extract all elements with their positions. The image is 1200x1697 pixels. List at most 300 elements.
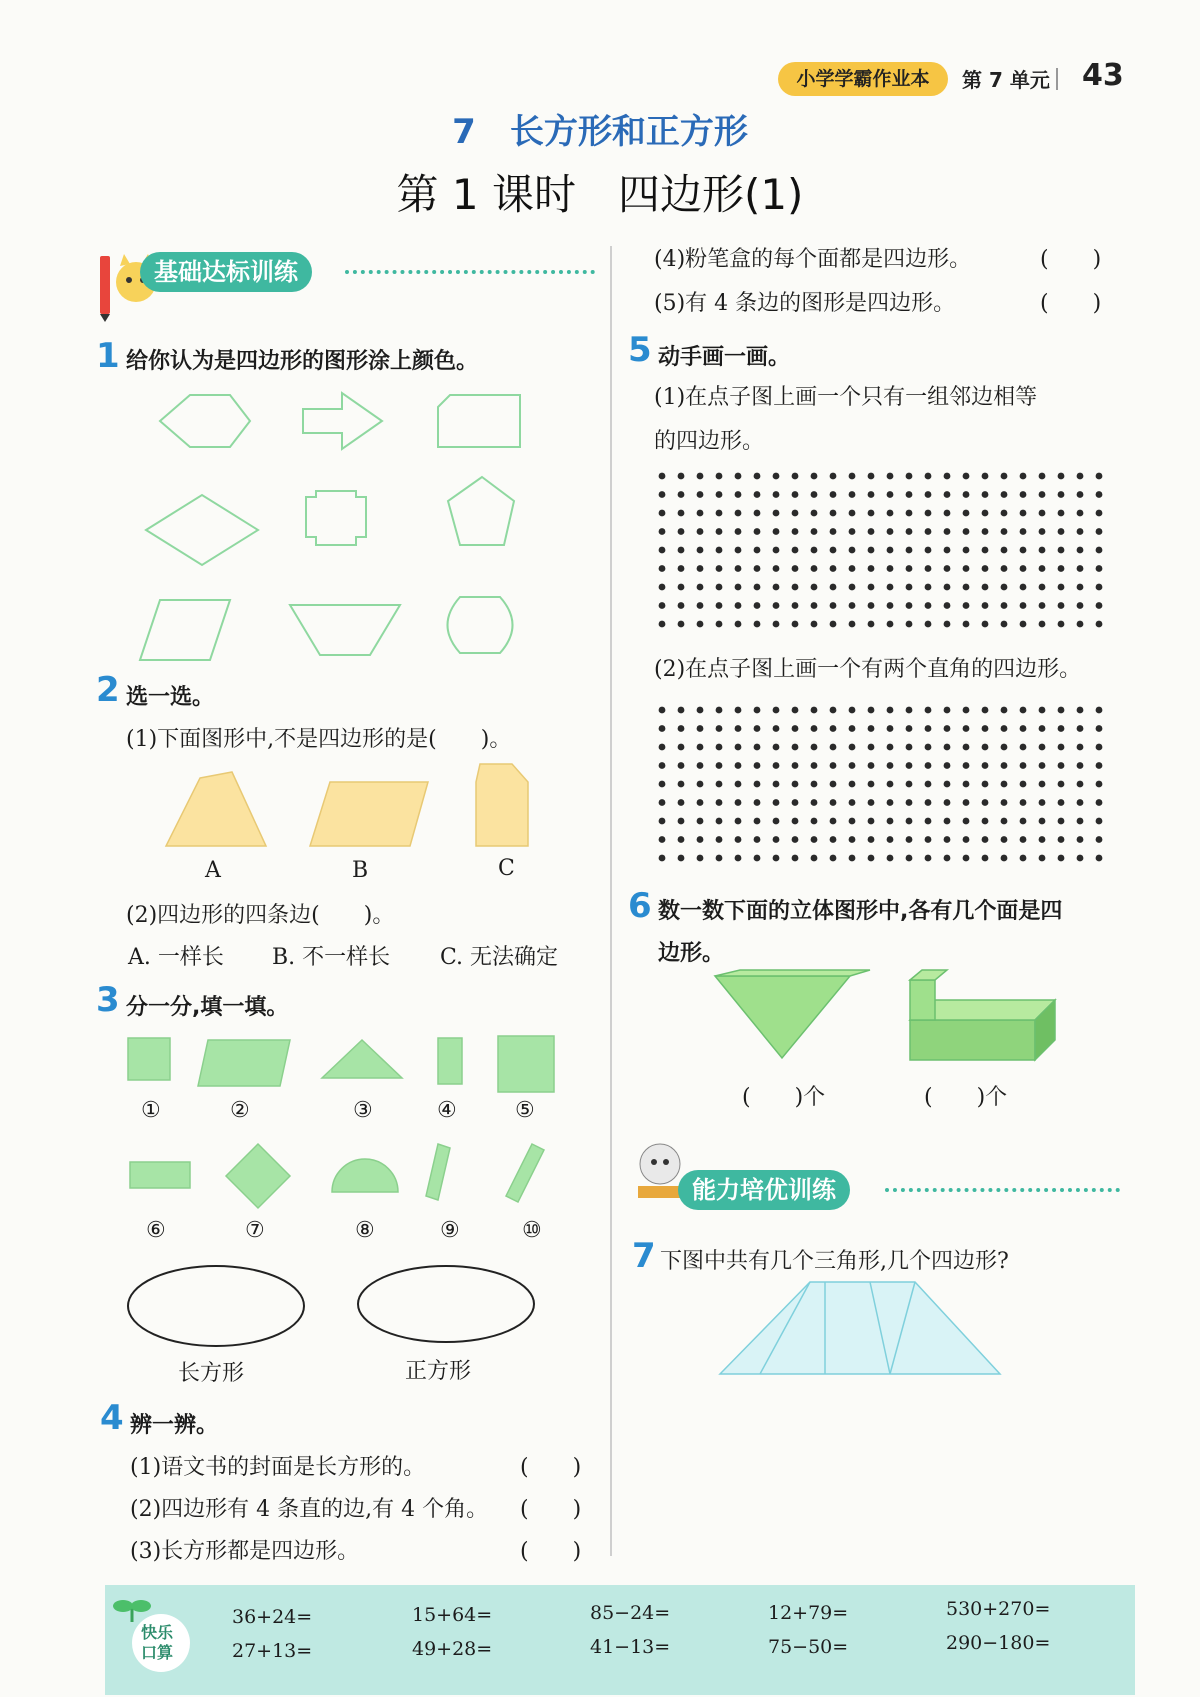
grid-dot (925, 836, 932, 843)
section-banner-basic: 基础达标训练 (140, 252, 312, 292)
grid-dot (1039, 781, 1046, 788)
calc-3-1: 85−24= (590, 1602, 671, 1624)
grid-dot (849, 781, 856, 788)
grid-dot (792, 621, 799, 628)
q1-number: 1 (96, 336, 120, 376)
grid-dot (963, 528, 970, 535)
grid-dot (811, 528, 818, 535)
grid-dot (944, 855, 951, 862)
grid-dot (735, 491, 742, 498)
grid-dot (1039, 762, 1046, 769)
grid-dot (849, 602, 856, 609)
grid-dot (754, 602, 761, 609)
grid-dot (754, 762, 761, 769)
grid-dot (849, 528, 856, 535)
grid-dot (811, 547, 818, 554)
grid-dot (1077, 762, 1084, 769)
grid-dot (811, 510, 818, 517)
grid-dot (1077, 621, 1084, 628)
grid-dot (830, 584, 837, 591)
grid-dot (1058, 584, 1065, 591)
grid-dot (887, 602, 894, 609)
grid-dot (678, 781, 685, 788)
grid-dot (697, 565, 704, 572)
grid-dot (982, 584, 989, 591)
grid-dot (982, 528, 989, 535)
grid-dot (868, 818, 875, 825)
q2-option-b: B. 不一样长 (272, 945, 391, 970)
shape-label-5: ⑤ (515, 1098, 535, 1123)
grid-dot (944, 491, 951, 498)
grid-dot (773, 744, 780, 751)
grid-dot (773, 565, 780, 572)
grid-dot (678, 707, 685, 714)
grid-dot (773, 547, 780, 554)
grid-dot (697, 602, 704, 609)
grid-dot (849, 584, 856, 591)
grid-dot (1058, 491, 1065, 498)
group-label-rectangle: 长方形 (178, 1361, 245, 1386)
grid-dot (982, 510, 989, 517)
rhombus-shape (146, 495, 258, 565)
grid-dot (716, 799, 723, 806)
grid-dot (1096, 744, 1103, 751)
grid-dot (754, 836, 761, 843)
grid-dot (963, 855, 970, 862)
grid-dot (754, 565, 761, 572)
calc-4-2: 75−50= (768, 1636, 849, 1658)
grid-dot (849, 621, 856, 628)
curved-shape (448, 597, 513, 653)
grid-dot (716, 762, 723, 769)
grid-dot (1020, 707, 1027, 714)
q3-sorting-ovals (126, 1262, 546, 1352)
grid-dot (925, 565, 932, 572)
q6-text-line1: 数一数下面的立体图形中,各有几个面是四 (658, 899, 1063, 924)
grid-dot (849, 799, 856, 806)
grid-dot (1001, 818, 1008, 825)
calc-2-2: 49+28= (412, 1638, 493, 1660)
grid-dot (868, 855, 875, 862)
grid-dot (1001, 565, 1008, 572)
grid-dot (1039, 725, 1046, 732)
grid-dot (963, 584, 970, 591)
grid-dot (716, 707, 723, 714)
grid-dot (716, 547, 723, 554)
grid-dot (773, 781, 780, 788)
grid-dot (773, 528, 780, 535)
grid-dot (887, 818, 894, 825)
grid-dot (1096, 762, 1103, 769)
grid-dot (678, 584, 685, 591)
grid-dot (830, 855, 837, 862)
grid-dot (735, 725, 742, 732)
grid-dot (887, 547, 894, 554)
grid-dot (1039, 510, 1046, 517)
lesson-title: 第 1 课时 四边形(1) (396, 170, 804, 219)
grid-dot (868, 584, 875, 591)
grid-dot (1096, 510, 1103, 517)
shape-label-7: ⑦ (245, 1218, 265, 1243)
grid-dot (678, 528, 685, 535)
grid-dot (868, 707, 875, 714)
grid-dot (1039, 818, 1046, 825)
grid-dot (830, 744, 837, 751)
shape-label-a: A (205, 858, 221, 883)
q4-blank-4[interactable]: ( ) (1040, 247, 1102, 272)
grid-dot (925, 491, 932, 498)
grid-dot (811, 491, 818, 498)
grid-dot (982, 818, 989, 825)
grid-dot (735, 855, 742, 862)
grid-dot (697, 762, 704, 769)
grid-dot (925, 584, 932, 591)
grid-dot (1096, 565, 1103, 572)
grid-dot (811, 565, 818, 572)
grid-dot (906, 781, 913, 788)
grid-dot (735, 762, 742, 769)
grid-dot (868, 836, 875, 843)
grid-dot (754, 473, 761, 480)
grid-dot (849, 725, 856, 732)
grid-dot (659, 818, 666, 825)
grid-dot (982, 602, 989, 609)
shape-label-8: ⑧ (355, 1218, 375, 1243)
grid-dot (944, 510, 951, 517)
grid-dot (1058, 547, 1065, 554)
grid-dot (925, 744, 932, 751)
grid-dot (963, 565, 970, 572)
grid-dot (830, 725, 837, 732)
grid-dot (773, 799, 780, 806)
grid-dot (1039, 547, 1046, 554)
q3-title: 分一分,填一填。 (126, 995, 289, 1020)
grid-dot (773, 836, 780, 843)
banner-dotted-line-2 (885, 1188, 1120, 1192)
grid-dot (1039, 491, 1046, 498)
grid-dot (1020, 547, 1027, 554)
grid-dot (906, 855, 913, 862)
grid-dot (659, 547, 666, 554)
grid-dot (925, 855, 932, 862)
grid-dot (887, 799, 894, 806)
grid-dot (697, 799, 704, 806)
grid-dot (1058, 510, 1065, 517)
grid-dot (906, 547, 913, 554)
grid-dot (1077, 491, 1084, 498)
grid-dot (906, 528, 913, 535)
grid-dot (678, 836, 685, 843)
grid-dot (1058, 602, 1065, 609)
grid-dot (678, 621, 685, 628)
grid-dot (830, 707, 837, 714)
grid-dot (1096, 584, 1103, 591)
grid-dot (1096, 547, 1103, 554)
q3-shapes-row1 (120, 1030, 560, 1100)
grid-dot (792, 855, 799, 862)
grid-dot (792, 744, 799, 751)
shape-label-1: ① (141, 1098, 161, 1123)
grid-dot (906, 836, 913, 843)
grid-dot (773, 473, 780, 480)
grid-dot (773, 491, 780, 498)
grid-dot (906, 565, 913, 572)
grid-dot (963, 781, 970, 788)
grid-dot (811, 584, 818, 591)
grid-dot (830, 762, 837, 769)
calc-2-1: 15+64= (412, 1604, 493, 1626)
grid-dot (1096, 855, 1103, 862)
grid-dot (716, 565, 723, 572)
grid-dot (754, 781, 761, 788)
grid-dot (754, 528, 761, 535)
grid-dot (678, 725, 685, 732)
grid-dot (1077, 744, 1084, 751)
grid-dot (982, 781, 989, 788)
hexagon-shape (160, 395, 250, 447)
grid-dot (963, 744, 970, 751)
grid-dot (716, 473, 723, 480)
grid-dot (792, 528, 799, 535)
grid-dot (925, 528, 932, 535)
grid-dot (868, 491, 875, 498)
grid-dot (925, 725, 932, 732)
grid-dot (963, 547, 970, 554)
grid-dot (716, 781, 723, 788)
grid-dot (735, 547, 742, 554)
shape-label-b: B (352, 858, 369, 883)
grid-dot (906, 744, 913, 751)
grid-dot (659, 762, 666, 769)
grid-dot (868, 473, 875, 480)
grid-dot (868, 799, 875, 806)
grid-dot (1020, 491, 1027, 498)
grid-dot (849, 855, 856, 862)
grid-dot (982, 836, 989, 843)
grid-dot (830, 799, 837, 806)
grid-dot (1039, 744, 1046, 751)
grid-dot (868, 510, 875, 517)
grid-dot (773, 584, 780, 591)
grid-dot (678, 762, 685, 769)
grid-dot (773, 855, 780, 862)
grid-dot (1058, 855, 1065, 862)
grid-dot (982, 565, 989, 572)
grid-dot (1039, 836, 1046, 843)
calc-1-1: 36+24= (232, 1606, 313, 1628)
grid-dot (678, 744, 685, 751)
grid-dot (1020, 855, 1027, 862)
grid-dot (773, 707, 780, 714)
grid-dot (944, 547, 951, 554)
grid-dot (811, 818, 818, 825)
grid-dot (1039, 602, 1046, 609)
q6-answer-2[interactable]: ( )个 (924, 1085, 1008, 1110)
grid-dot (830, 818, 837, 825)
grid-dot (1096, 836, 1103, 843)
q4-item-4: (4)粉笔盒的每个面都是四边形。 (654, 247, 972, 272)
grid-dot (982, 621, 989, 628)
grid-dot (659, 491, 666, 498)
q4-blank-3[interactable]: ( ) (520, 1539, 582, 1564)
grid-dot (963, 621, 970, 628)
grid-dot (944, 565, 951, 572)
grid-dot (678, 799, 685, 806)
calc-3-2: 41−13= (590, 1636, 671, 1658)
grid-dot (1077, 473, 1084, 480)
grid-dot (659, 510, 666, 517)
grid-dot (659, 781, 666, 788)
q4-blank-1[interactable]: ( ) (520, 1455, 582, 1480)
grid-dot (963, 473, 970, 480)
grid-dot (792, 781, 799, 788)
grid-dot (811, 707, 818, 714)
cornered-square-shape (306, 491, 366, 545)
grid-dot (887, 491, 894, 498)
grid-dot (697, 725, 704, 732)
grid-dot (1077, 584, 1084, 591)
grid-dot (925, 547, 932, 554)
grid-dot (1020, 528, 1027, 535)
grid-dot (735, 818, 742, 825)
grid-dot (735, 565, 742, 572)
grid-dot (944, 781, 951, 788)
book-name-badge: 小学学霸作业本 (778, 62, 948, 96)
q3-number: 3 (96, 980, 120, 1020)
grid-dot (1020, 762, 1027, 769)
grid-dot (925, 473, 932, 480)
grid-dot (868, 744, 875, 751)
grid-dot (697, 707, 704, 714)
trapezoid-shape (290, 605, 400, 655)
grid-dot (735, 510, 742, 517)
grid-dot (1077, 547, 1084, 554)
grid-dot (792, 725, 799, 732)
grid-dot (811, 621, 818, 628)
grid-dot (849, 473, 856, 480)
q6-number: 6 (628, 886, 652, 926)
q7-text: 下图中共有几个三角形,几个四边形? (660, 1249, 1009, 1274)
grid-dot (868, 528, 875, 535)
grid-dot (925, 510, 932, 517)
grid-dot (1001, 762, 1008, 769)
q5-sub1-line1: (1)在点子图上画一个只有一组邻边相等 (654, 385, 1038, 410)
shape-c (476, 764, 528, 846)
unit-label: 第 7 单元 (962, 68, 1050, 92)
grid-dot (963, 510, 970, 517)
grid-dot (697, 473, 704, 480)
grid-dot (716, 584, 723, 591)
triangular-prism (715, 976, 850, 1058)
q3-shapes-row2 (120, 1140, 560, 1220)
grid-dot (868, 725, 875, 732)
grid-dot (1039, 855, 1046, 862)
grid-dot (716, 818, 723, 825)
q4-blank-5[interactable]: ( ) (1040, 291, 1102, 316)
mental-math-label-1: 快乐 (141, 1623, 174, 1642)
grid-dot (697, 584, 704, 591)
q2-title: 选一选。 (126, 685, 215, 710)
grid-dot (1096, 781, 1103, 788)
grid-dot (1077, 602, 1084, 609)
grid-dot (1020, 602, 1027, 609)
grid-dot (735, 744, 742, 751)
grid-dot (811, 836, 818, 843)
grid-dot (697, 528, 704, 535)
grid-dot (1001, 725, 1008, 732)
grid-dot (697, 621, 704, 628)
grid-dot (1001, 707, 1008, 714)
grid-dot (1077, 565, 1084, 572)
header-separator (1056, 68, 1058, 90)
grid-dot (1096, 707, 1103, 714)
grid-dot (944, 602, 951, 609)
q7-figure (720, 1280, 1010, 1380)
q5-sub2: (2)在点子图上画一个有两个直角的四边形。 (654, 657, 1082, 682)
grid-dot (1096, 799, 1103, 806)
grid-dot (1096, 473, 1103, 480)
grid-dot (982, 855, 989, 862)
grid-dot (887, 584, 894, 591)
shape-b (310, 782, 428, 846)
q6-answer-1[interactable]: ( )个 (742, 1085, 826, 1110)
grid-dot (1077, 510, 1084, 517)
grid-dot (754, 818, 761, 825)
grid-dot (982, 547, 989, 554)
grid-dot (792, 584, 799, 591)
grid-dot (716, 744, 723, 751)
grid-dot (830, 836, 837, 843)
q4-blank-2[interactable]: ( ) (520, 1497, 582, 1522)
grid-dot (1077, 707, 1084, 714)
grid-dot (697, 781, 704, 788)
grid-dot (735, 602, 742, 609)
dot-grid-2[interactable] (658, 706, 1108, 866)
grid-dot (811, 799, 818, 806)
grid-dot (1020, 473, 1027, 480)
grid-dot (659, 855, 666, 862)
grid-dot (887, 528, 894, 535)
grid-dot (1039, 584, 1046, 591)
grid-dot (1058, 473, 1065, 480)
grid-dot (1001, 528, 1008, 535)
grid-dot (1020, 818, 1027, 825)
grid-dot (1096, 621, 1103, 628)
grid-dot (716, 510, 723, 517)
q2-option-c: C. 无法确定 (440, 945, 559, 970)
grid-dot (963, 799, 970, 806)
grid-dot (1077, 836, 1084, 843)
grid-dot (925, 707, 932, 714)
grid-dot (868, 621, 875, 628)
grid-dot (792, 799, 799, 806)
q5-sub1-line2: 的四边形。 (654, 429, 765, 454)
grid-dot (868, 602, 875, 609)
q4-item-5: (5)有 4 条边的图形是四边形。 (654, 291, 956, 316)
pentagon-shape (448, 477, 514, 545)
dot-grid-1[interactable] (658, 472, 1108, 632)
grid-dot (868, 547, 875, 554)
grid-dot (1096, 602, 1103, 609)
grid-dot (1001, 621, 1008, 628)
grid-dot (1020, 781, 1027, 788)
grid-dot (868, 762, 875, 769)
q2-number: 2 (96, 670, 120, 710)
grid-dot (887, 725, 894, 732)
grid-dot (944, 725, 951, 732)
grid-dot (754, 744, 761, 751)
grid-dot (1039, 799, 1046, 806)
